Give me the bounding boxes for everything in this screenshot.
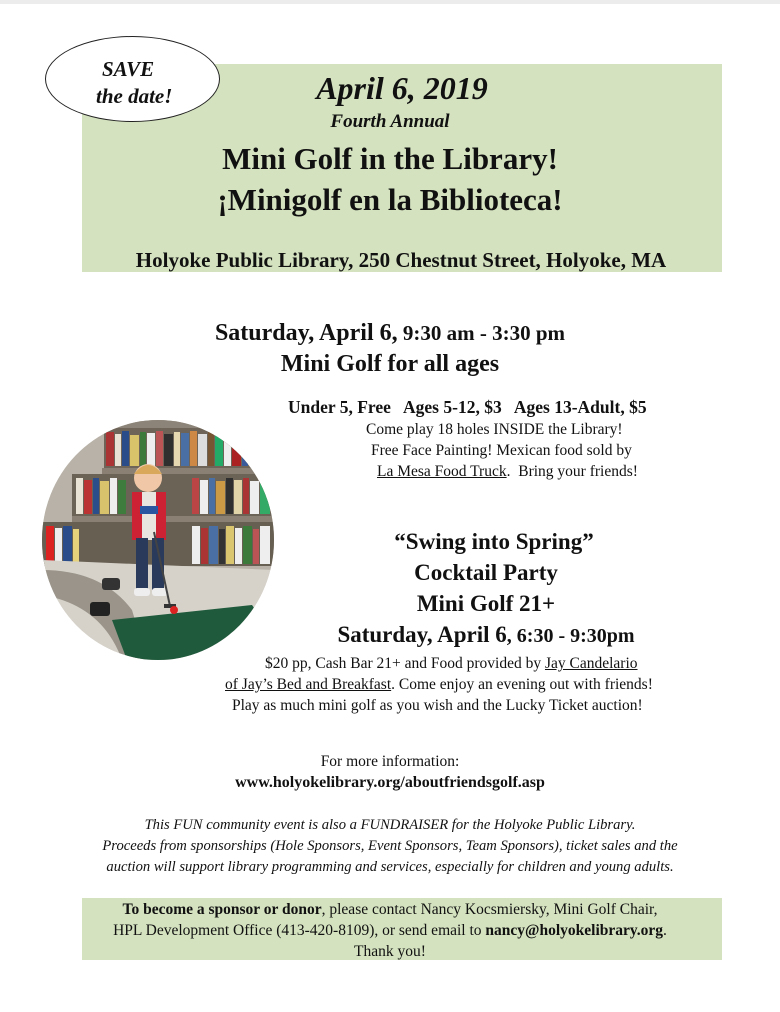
footer-lead-rest: , please contact Nancy Kocsmiersky, Mini Golf Chair, [321,901,658,918]
fundraiser-line-2: Proceeds from sponsorships (Hole Sponsors, Event Sponsors, Team Sponsors), ticket sales and the [102,838,678,854]
day-line-3-rest: . Bring your friends! [506,463,638,480]
save-label: SAVE [102,57,155,81]
evening-line-3: Play as much mini golf as you wish and the Lucky Ticket auction! [232,697,643,714]
event-date: April 6, 2019 [316,70,488,106]
evening-line-1-pre: $20 pp, Cash Bar 21+ and Food provided by [265,655,545,672]
price-list: Under 5, Free Ages 5-12, $3 Ages 13-Adult, $5 [288,397,647,417]
info-url: www.holyokelibrary.org/aboutfriendsgolf.asp [235,774,545,791]
title-spanish: ¡Minigolf en la Biblioteca! [217,182,563,217]
evening-party: Cocktail Party [414,560,558,585]
evening-line-2 [225,674,653,695]
sponsor-name: Jay Candelario [544,655,638,672]
location-line: Holyoke Public Library, 250 Chestnut Street, Holyoke, MA [135,248,667,272]
top-edge [0,0,780,4]
sponsor-business: of Jay’s Bed and Breakfast [225,676,392,693]
contact-email: nancy@holyokelibrary.org [485,922,664,939]
day-line-2: Free Face Painting! Mexican food sold by [371,442,632,459]
footer-line-1 [0,899,780,920]
the-date-label: the date! [96,84,173,108]
title-english: Mini Golf in the Library! [222,141,558,176]
edition-label: Fourth Annual [330,111,450,132]
day-subtitle: Mini Golf for all ages [280,351,500,377]
day-date-line [0,318,780,348]
info-label: For more information: [320,753,460,770]
footer-thanks: Thank you! [354,943,426,960]
footer-line-2-end: . [663,922,667,939]
fundraiser-line-3: auction will support library programming and services, especially for children and young adults. [106,859,674,875]
evening-date: Saturday, April 6 [337,622,507,647]
footer-line-2-pre: HPL Development Office (413-420-8109), or send email to [113,922,486,939]
fundraiser-line-1: This FUN community event is also a FUNDRAISER for the Holyoke Public Library. [144,817,636,833]
evening-line-1 [265,653,638,674]
day-date: Saturday, April 6, [214,320,398,346]
food-truck-name: La Mesa Food Truck [377,463,507,480]
day-line-3 [377,461,638,482]
footer-line-2 [0,920,780,941]
day-time: 9:30 am - 3:30 pm [397,321,566,345]
evening-quote: “Swing into Spring” [394,529,594,554]
evening-date-line [96,620,780,651]
day-line-1: Come play 18 holes INSIDE the Library! [366,421,623,438]
evening-line-2-rest: . Come enjoy an evening out with friends! [391,676,653,693]
evening-golf: Mini Golf 21+ [416,591,556,616]
footer-lead: To become a sponsor or donor [122,901,322,918]
evening-time: , 6:30 - 9:30pm [506,625,635,647]
